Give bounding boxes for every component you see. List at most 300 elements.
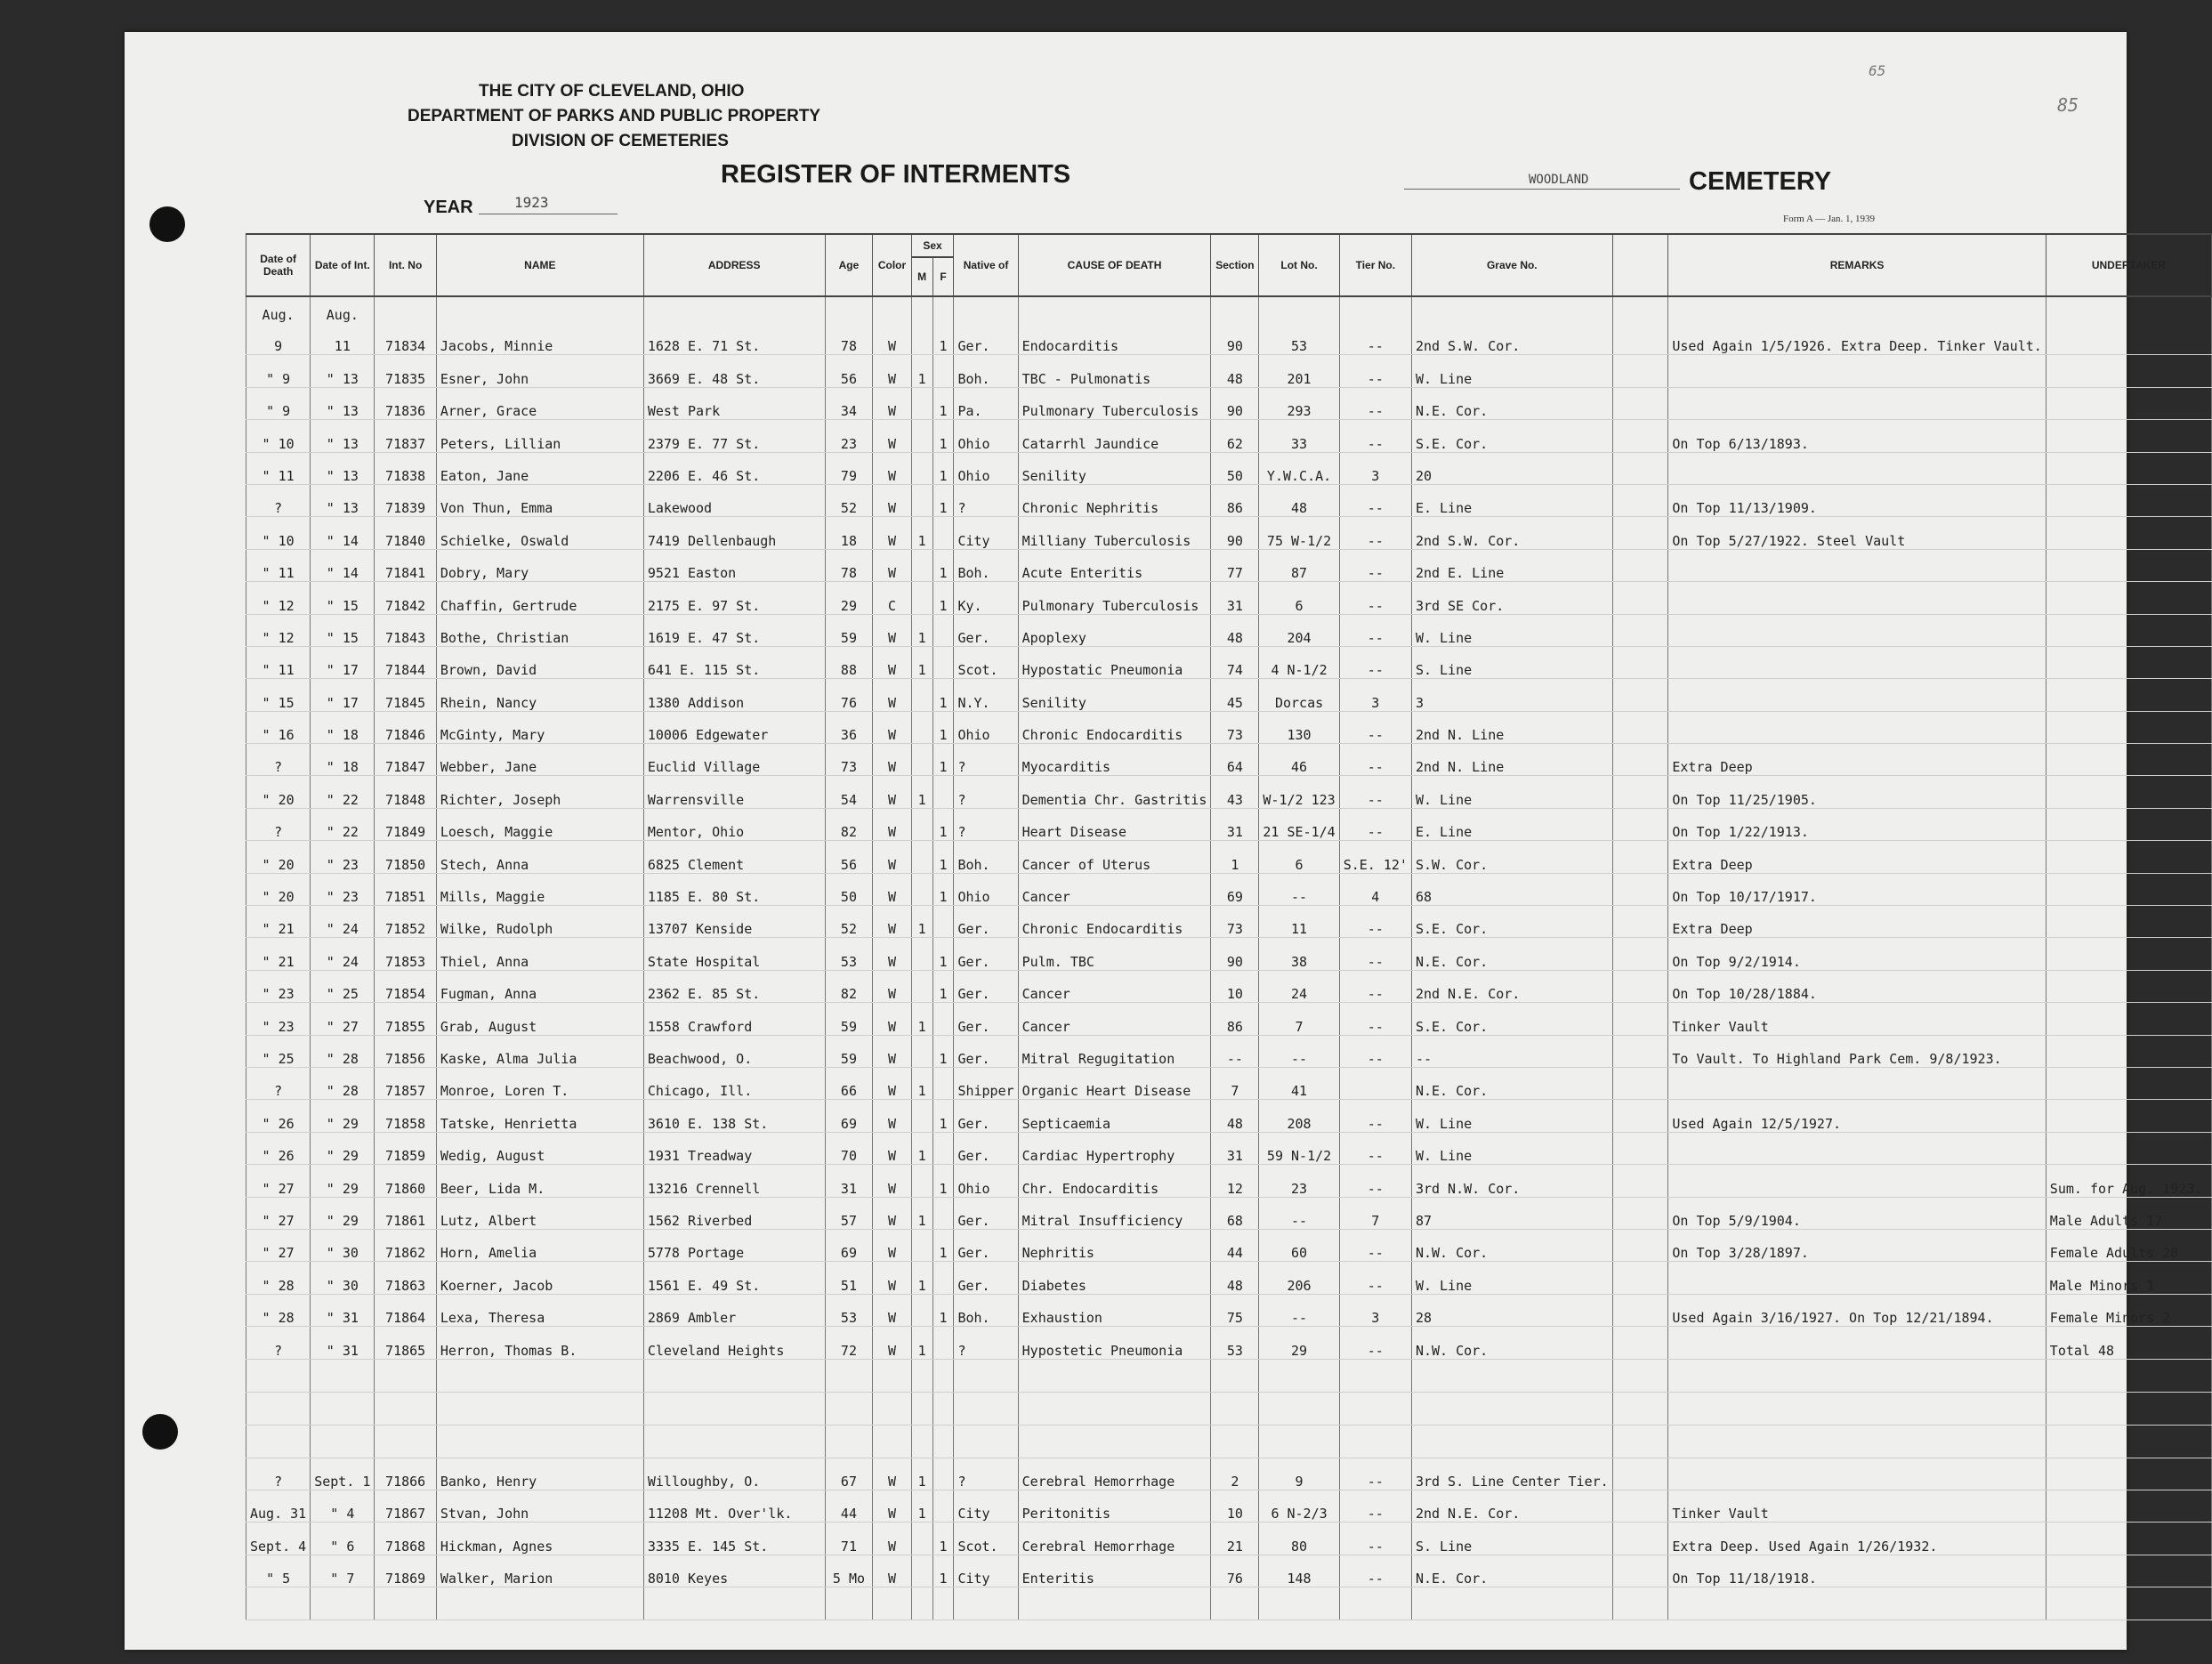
cell-sec: 90 <box>1211 517 1259 549</box>
cell-spacer <box>1612 1132 1668 1164</box>
cell-color: W <box>873 1327 911 1359</box>
cell-di: " 24 <box>311 938 375 970</box>
cell-tier: -- <box>1339 938 1411 970</box>
cell-m: 1 <box>911 1197 932 1229</box>
cell-sec: 48 <box>1211 355 1259 387</box>
cell-empty <box>246 1425 311 1458</box>
cell-cause: Diabetes <box>1018 1262 1211 1294</box>
cell-name: Schielke, Oswald <box>436 517 643 549</box>
cell-rem: On Top 11/18/1918. <box>1668 1555 2046 1587</box>
cell-empty <box>643 1587 825 1620</box>
cell-grave: W. Line <box>1411 776 1612 808</box>
cell-empty <box>873 1392 911 1425</box>
cell-m: 1 <box>911 776 932 808</box>
cell-age: 36 <box>825 711 873 743</box>
cell-und <box>2046 744 2211 776</box>
cell-cause: Senility <box>1018 452 1211 484</box>
cell-rem: Tinker Vault <box>1668 1490 2046 1522</box>
cell-di: " 7 <box>311 1555 375 1587</box>
cell-grave: 2nd N. Line <box>1411 711 1612 743</box>
cell-sec: 77 <box>1211 549 1259 581</box>
cell-dd: " 25 <box>246 1035 311 1067</box>
cell-tier: -- <box>1339 646 1411 678</box>
cell-age: 59 <box>825 614 873 646</box>
cell-native: ? <box>954 484 1018 516</box>
cell-native: ? <box>954 744 1018 776</box>
cell-empty <box>1018 1425 1211 1458</box>
table-row <box>246 1458 2212 1490</box>
cell-age: 59 <box>825 1003 873 1035</box>
cell-und <box>2046 387 2211 419</box>
table-row <box>246 1555 2212 1587</box>
cell-empty <box>1211 1392 1259 1425</box>
cell-empty <box>932 1425 954 1458</box>
cell-empty <box>1018 1359 1211 1392</box>
cell-dd: " 23 <box>246 970 311 1002</box>
cell-spacer <box>1612 1100 1668 1132</box>
cell-tier: 3 <box>1339 1294 1411 1326</box>
cell-native: Pa. <box>954 387 1018 419</box>
cell-native: Ohio <box>954 420 1018 452</box>
cell-age: 69 <box>825 1100 873 1132</box>
col-age: Age <box>825 234 873 296</box>
cell-addr: 1931 Treadway <box>643 1132 825 1164</box>
cell-dd: " 28 <box>246 1262 311 1294</box>
cell-addr: 641 E. 115 St. <box>643 646 825 678</box>
cell-name: Brown, David <box>436 646 643 678</box>
cell-sec: 10 <box>1211 1490 1259 1522</box>
division-heading: DIVISION OF CEMETERIES <box>512 132 729 150</box>
cell-native: Ohio <box>954 873 1018 905</box>
cell-tier: -- <box>1339 1035 1411 1067</box>
cell-lot: 9 <box>1259 1458 1339 1490</box>
cell-dd: " 12 <box>246 614 311 646</box>
cell-m <box>911 1229 932 1261</box>
cell-und <box>2046 355 2211 387</box>
cell-dd: ? <box>246 744 311 776</box>
cell-age: 53 <box>825 938 873 970</box>
cell-empty <box>246 1359 311 1392</box>
cell-f: 1 <box>932 549 954 581</box>
cell-lot: 6 N-2/3 <box>1259 1490 1339 1522</box>
cell-no: 71850 <box>375 841 436 873</box>
cell-dd: " 20 <box>246 873 311 905</box>
cell-empty <box>436 1587 643 1620</box>
cell-grave: N.E. Cor. <box>1411 938 1612 970</box>
cell-m <box>911 873 932 905</box>
cell-addr: 1558 Crawford <box>643 1003 825 1035</box>
cell-dd: " 16 <box>246 711 311 743</box>
cell-tier: -- <box>1339 517 1411 549</box>
cell-rem: On Top 6/13/1893. <box>1668 420 2046 452</box>
cell-sec: 48 <box>1211 1100 1259 1132</box>
cell-und: Female Minors 2 <box>2046 1294 2211 1326</box>
cell-rem <box>1668 679 2046 711</box>
cell-empty <box>1668 1359 2046 1392</box>
cell-f: 1 <box>932 970 954 1002</box>
cell-empty <box>311 1425 375 1458</box>
cell-no: 71845 <box>375 679 436 711</box>
cell-age: 59 <box>825 1035 873 1067</box>
cell-lot: -- <box>1259 1197 1339 1229</box>
cell-spacer <box>1612 452 1668 484</box>
cell-empty <box>1411 296 1612 323</box>
cell-native: City <box>954 1490 1018 1522</box>
cell-di: " 6 <box>311 1523 375 1555</box>
col-sex-m: M <box>911 257 932 296</box>
cell-rem <box>1668 1458 2046 1490</box>
cell-dd: ? <box>246 1458 311 1490</box>
cell-rem: On Top 11/25/1905. <box>1668 776 2046 808</box>
cell-cause: Mitral Insufficiency <box>1018 1197 1211 1229</box>
cell-spacer <box>1612 1490 1668 1522</box>
cell-name: Von Thun, Emma <box>436 484 643 516</box>
cell-m: 1 <box>911 1067 932 1099</box>
cell-sec: 90 <box>1211 938 1259 970</box>
cell-m <box>911 970 932 1002</box>
cell-no: 71847 <box>375 744 436 776</box>
cell-lot: 33 <box>1259 420 1339 452</box>
cell-und: Male Adults 17 <box>2046 1197 2211 1229</box>
cell-addr: 1619 E. 47 St. <box>643 614 825 646</box>
cell-spacer <box>1612 744 1668 776</box>
cell-grave: N.E. Cor. <box>1411 387 1612 419</box>
cell-age: 57 <box>825 1197 873 1229</box>
cell-lot: -- <box>1259 1035 1339 1067</box>
cell-und <box>2046 808 2211 840</box>
cell-native: Ger. <box>954 1100 1018 1132</box>
cell-native: Ohio <box>954 452 1018 484</box>
cell-und <box>2046 1035 2211 1067</box>
cell-tier: -- <box>1339 420 1411 452</box>
cell-lot: 48 <box>1259 484 1339 516</box>
cell-rem <box>1668 387 2046 419</box>
cell-cause: Catarrhl Jaundice <box>1018 420 1211 452</box>
cell-rem: On Top 3/28/1897. <box>1668 1229 2046 1261</box>
cell-no: 71862 <box>375 1229 436 1261</box>
cell-und <box>2046 906 2211 938</box>
cell-no: 71863 <box>375 1262 436 1294</box>
cell-f: 1 <box>932 1100 954 1132</box>
cell-und <box>2046 1490 2211 1522</box>
cell-native: Ger. <box>954 1229 1018 1261</box>
cell-und <box>2046 323 2211 355</box>
cell-empty <box>1018 1392 1211 1425</box>
cell-empty <box>911 1425 932 1458</box>
cell-grave: S. Line <box>1411 646 1612 678</box>
cell-lot: 23 <box>1259 1165 1339 1197</box>
cell-und <box>2046 484 2211 516</box>
cell-tier: -- <box>1339 484 1411 516</box>
col-date-death: Date of Death <box>246 234 311 296</box>
binder-hole-bottom <box>142 1414 178 1450</box>
cell-empty <box>643 1359 825 1392</box>
cell-no: 71855 <box>375 1003 436 1035</box>
cell-age: 78 <box>825 549 873 581</box>
cell-rem <box>1668 1262 2046 1294</box>
cell-grave: E. Line <box>1411 484 1612 516</box>
cell-color: W <box>873 1523 911 1555</box>
cell-native: Ger. <box>954 1197 1018 1229</box>
cell-und <box>2046 873 2211 905</box>
table-row <box>246 744 2212 776</box>
table-row <box>246 420 2212 452</box>
table-row <box>246 808 2212 840</box>
cell-grave: N.W. Cor. <box>1411 1327 1612 1359</box>
cell-spacer <box>1612 1229 1668 1261</box>
cell-di: " 13 <box>311 452 375 484</box>
cell-color: W <box>873 1035 911 1067</box>
col-grave: Grave No. <box>1411 234 1612 296</box>
cell-empty <box>436 1425 643 1458</box>
cell-empty <box>1668 296 2046 323</box>
cell-age: 52 <box>825 484 873 516</box>
page-mark-2: 85 <box>2057 94 2079 116</box>
cell-native: Ohio <box>954 711 1018 743</box>
cell-m: 1 <box>911 1262 932 1294</box>
cell-grave: S.W. Cor. <box>1411 841 1612 873</box>
cell-und: Female Adults 28 <box>2046 1229 2211 1261</box>
col-date-int: Date of Int. <box>311 234 375 296</box>
cell-und <box>2046 1523 2211 1555</box>
cell-addr: 2175 E. 97 St. <box>643 582 825 614</box>
cell-tier: -- <box>1339 1132 1411 1164</box>
cell-addr: 1562 Riverbed <box>643 1197 825 1229</box>
cell-age: 72 <box>825 1327 873 1359</box>
cell-lot: 80 <box>1259 1523 1339 1555</box>
col-section: Section <box>1211 234 1259 296</box>
cell-empty <box>1259 1425 1339 1458</box>
cell-lot: 204 <box>1259 614 1339 646</box>
table-row <box>246 970 2212 1002</box>
cell-cause: Nephritis <box>1018 1229 1211 1261</box>
cell-lot: 7 <box>1259 1003 1339 1035</box>
cell-cause: Apoplexy <box>1018 614 1211 646</box>
cell-color: W <box>873 1229 911 1261</box>
cell-und <box>2046 970 2211 1002</box>
cell-empty <box>1339 1587 1411 1620</box>
table-row <box>246 776 2212 808</box>
cemetery-label: CEMETERY <box>1689 167 1832 196</box>
cell-di: " 17 <box>311 679 375 711</box>
cell-age: 71 <box>825 1523 873 1555</box>
cell-sec: 75 <box>1211 1294 1259 1326</box>
cell-tier: -- <box>1339 1555 1411 1587</box>
cell-tier: -- <box>1339 1003 1411 1035</box>
cell-rem: Extra Deep <box>1668 744 2046 776</box>
cell-di: " 28 <box>311 1035 375 1067</box>
cell-f: 1 <box>932 420 954 452</box>
cell-color: W <box>873 938 911 970</box>
cell-name: Monroe, Loren T. <box>436 1067 643 1099</box>
cell-und <box>2046 776 2211 808</box>
cell-no: 71837 <box>375 420 436 452</box>
binder-hole-top <box>149 206 185 242</box>
cell-empty <box>954 1392 1018 1425</box>
cell-no: 71859 <box>375 1132 436 1164</box>
cell-sec: 50 <box>1211 452 1259 484</box>
cell-sec: 10 <box>1211 970 1259 1002</box>
cell-spacer <box>1612 679 1668 711</box>
cell-m <box>911 1555 932 1587</box>
cell-f <box>932 1067 954 1099</box>
cell-di: " 30 <box>311 1262 375 1294</box>
cell-color: W <box>873 1165 911 1197</box>
cell-native: Ger. <box>954 970 1018 1002</box>
cell-di: " 29 <box>311 1132 375 1164</box>
cell-dd: ? <box>246 808 311 840</box>
cell-no: 71844 <box>375 646 436 678</box>
table-row <box>246 549 2212 581</box>
table-row <box>246 614 2212 646</box>
cell-spacer <box>1612 808 1668 840</box>
cell-tier <box>1339 1067 1411 1099</box>
col-cause: CAUSE OF DEATH <box>1018 234 1211 296</box>
cell-dd: " 21 <box>246 906 311 938</box>
cell-spacer <box>1612 323 1668 355</box>
cell-di: " 18 <box>311 711 375 743</box>
cell-m <box>911 711 932 743</box>
cell-empty <box>2046 1425 2211 1458</box>
cell-addr: Mentor, Ohio <box>643 808 825 840</box>
cell-addr: Cleveland Heights <box>643 1327 825 1359</box>
cell-spacer <box>1612 1165 1668 1197</box>
cell-sec: 48 <box>1211 1262 1259 1294</box>
cell-native: Ger. <box>954 1262 1018 1294</box>
table-row <box>246 387 2212 419</box>
cell-grave: S. Line <box>1411 1523 1612 1555</box>
cell-rem: Extra Deep <box>1668 841 2046 873</box>
cell-sec: 74 <box>1211 646 1259 678</box>
cell-name: Eaton, Jane <box>436 452 643 484</box>
cell-tier: -- <box>1339 1327 1411 1359</box>
empty-row <box>246 1587 2212 1620</box>
cell-no: 71839 <box>375 484 436 516</box>
cell-f <box>932 1197 954 1229</box>
cell-grave: N.W. Cor. <box>1411 1229 1612 1261</box>
cell-native: Ger. <box>954 906 1018 938</box>
department-heading: DEPARTMENT OF PARKS AND PUBLIC PROPERTY <box>408 107 821 125</box>
cell-no: 71838 <box>375 452 436 484</box>
cell-empty <box>911 296 932 323</box>
cell-grave: W. Line <box>1411 614 1612 646</box>
cell-grave: W. Line <box>1411 1132 1612 1164</box>
cell-dd: " 20 <box>246 776 311 808</box>
cell-m <box>911 323 932 355</box>
cell-empty <box>873 1587 911 1620</box>
cell-name: Thiel, Anna <box>436 938 643 970</box>
cell-color: W <box>873 323 911 355</box>
cell-cause: Cancer <box>1018 970 1211 1002</box>
cell-di: " 22 <box>311 808 375 840</box>
col-name: NAME <box>436 234 643 296</box>
table-row <box>246 873 2212 905</box>
cell-di: " 29 <box>311 1165 375 1197</box>
cell-di: " 31 <box>311 1327 375 1359</box>
cell-addr: 1380 Addison <box>643 679 825 711</box>
cell-f: 1 <box>932 808 954 840</box>
cell-spacer <box>1612 484 1668 516</box>
cell-m <box>911 549 932 581</box>
cell-di: " 18 <box>311 744 375 776</box>
cell-lot: 87 <box>1259 549 1339 581</box>
cell-m <box>911 484 932 516</box>
cell-f <box>932 355 954 387</box>
cell-name: Jacobs, Minnie <box>436 323 643 355</box>
cell-und <box>2046 1555 2211 1587</box>
cell-dd: " 23 <box>246 1003 311 1035</box>
cell-m <box>911 1294 932 1326</box>
cell-cause: Cancer of Uterus <box>1018 841 1211 873</box>
cell-color: W <box>873 1490 911 1522</box>
cell-age: 69 <box>825 1229 873 1261</box>
cell-name: Stech, Anna <box>436 841 643 873</box>
cell-spacer <box>1612 1262 1668 1294</box>
cell-tier: 3 <box>1339 679 1411 711</box>
cell-cause: Dementia Chr. Gastritis <box>1018 776 1211 808</box>
col-remarks: REMARKS <box>1668 234 2046 296</box>
cell-tier: -- <box>1339 614 1411 646</box>
cell-m: 1 <box>911 646 932 678</box>
cell-lot: 41 <box>1259 1067 1339 1099</box>
cell-addr: West Park <box>643 387 825 419</box>
cell-f: 1 <box>932 1523 954 1555</box>
cell-sec: 21 <box>1211 1523 1259 1555</box>
cell-di: " 15 <box>311 614 375 646</box>
cell-di: " 27 <box>311 1003 375 1035</box>
cell-dd: " 26 <box>246 1100 311 1132</box>
cell-spacer <box>1612 1294 1668 1326</box>
cell-rem: Tinker Vault <box>1668 1003 2046 1035</box>
cell-tier: -- <box>1339 355 1411 387</box>
cell-name: Loesch, Maggie <box>436 808 643 840</box>
cell-f <box>932 1327 954 1359</box>
cell-color: W <box>873 1197 911 1229</box>
cell-di: " 13 <box>311 420 375 452</box>
cell-cause: Pulmonary Tuberculosis <box>1018 582 1211 614</box>
cell-sec: 73 <box>1211 711 1259 743</box>
month-label-int: Aug. <box>311 296 375 323</box>
cell-empty <box>643 1425 825 1458</box>
cell-spacer <box>1612 1523 1668 1555</box>
cell-addr: 5778 Portage <box>643 1229 825 1261</box>
cell-dd: Sept. 4 <box>246 1523 311 1555</box>
cemetery-underline <box>1404 189 1680 190</box>
cell-m: 1 <box>911 906 932 938</box>
cell-sec: 90 <box>1211 323 1259 355</box>
cell-grave: 2nd E. Line <box>1411 549 1612 581</box>
cell-m <box>911 387 932 419</box>
cell-lot: 21 SE-1/4 <box>1259 808 1339 840</box>
empty-row <box>246 1392 2212 1425</box>
cell-und <box>2046 517 2211 549</box>
table-row <box>246 1523 2212 1555</box>
cell-name: Esner, John <box>436 355 643 387</box>
cell-m <box>911 1035 932 1067</box>
cell-dd: " 10 <box>246 517 311 549</box>
cell-cause: Organic Heart Disease <box>1018 1067 1211 1099</box>
cell-no: 71835 <box>375 355 436 387</box>
table-row <box>246 1294 2212 1326</box>
cell-sec: 31 <box>1211 808 1259 840</box>
cell-di: " 13 <box>311 484 375 516</box>
cell-spacer <box>1612 614 1668 646</box>
cell-cause: Cardiac Hypertrophy <box>1018 1132 1211 1164</box>
cell-native: Ger. <box>954 614 1018 646</box>
cell-name: Fugman, Anna <box>436 970 643 1002</box>
table-row <box>246 517 2212 549</box>
cell-spacer <box>1612 387 1668 419</box>
